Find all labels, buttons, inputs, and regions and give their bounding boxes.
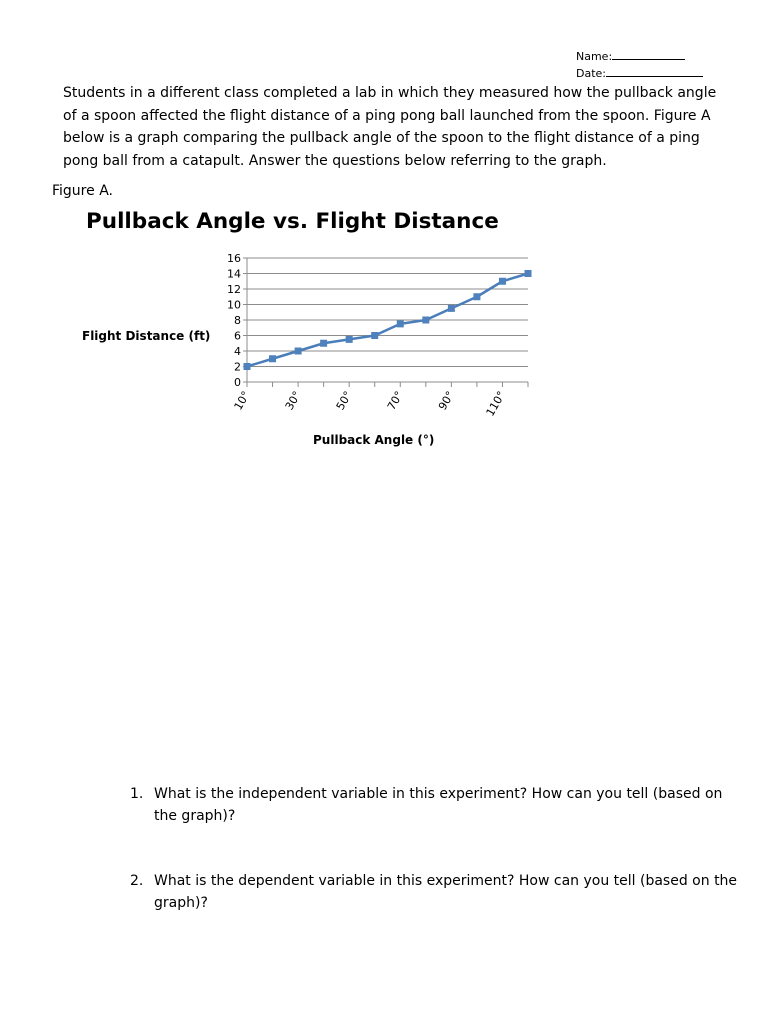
y-tick-label: 6	[234, 329, 241, 343]
data-point	[269, 355, 276, 362]
data-point	[244, 363, 251, 370]
question-text: What is the dependent variable in this experiment? How can you tell (based on the graph)?	[154, 873, 738, 911]
question-1	[130, 783, 740, 827]
data-point	[448, 305, 455, 312]
y-tick-label: 14	[227, 267, 241, 281]
data-point	[371, 332, 378, 339]
x-tick-label: 10°	[231, 389, 253, 413]
y-axis-label: Flight Distance (ft)	[82, 329, 211, 343]
y-tick-label: 8	[234, 314, 241, 327]
y-tick-label: 4	[234, 345, 241, 358]
y-tick-label: 16	[227, 252, 241, 265]
x-axis-label: Pullback Angle (°)	[313, 433, 435, 447]
data-point	[473, 293, 480, 300]
y-tick-label: 2	[234, 360, 241, 374]
date-label: Date:	[576, 67, 606, 80]
figure-label: Figure A.	[52, 183, 113, 199]
question-number: 1.	[130, 786, 144, 802]
x-tick-label: 70°	[384, 389, 406, 413]
question-number: 2.	[130, 873, 144, 889]
x-tick-label: 110°	[483, 389, 509, 419]
intro-paragraph: Students in a different class completed a lab in which they measured how the pullback angle of a spoon affected the flight distance of a ping pong ball launched from the spoon. Figure A below is a graph comparing the pullback angle of the spoon to the flight distance of a ping pong ball from a catapult. Answer the questions below referring to the graph.	[63, 85, 717, 169]
x-tick-label: 50°	[333, 389, 355, 413]
question-text: What is the independent variable in this experiment? How can you tell (based on the graph)?	[154, 786, 723, 824]
data-point	[422, 317, 429, 324]
x-tick-label: 90°	[435, 389, 457, 413]
data-point	[346, 336, 353, 343]
data-point	[525, 270, 532, 277]
y-tick-label: 0	[234, 376, 241, 389]
data-point	[320, 340, 327, 347]
line-chart	[0, 0, 768, 480]
data-point	[499, 278, 506, 285]
y-tick-label: 12	[227, 283, 241, 296]
chart-title: Pullback Angle vs. Flight Distance	[86, 209, 499, 234]
data-point	[295, 348, 302, 355]
name-label: Name:	[576, 50, 613, 63]
x-tick-label: 30°	[282, 389, 304, 413]
data-point	[397, 320, 404, 327]
y-tick-label: 10	[227, 298, 241, 312]
question-2	[130, 870, 740, 914]
